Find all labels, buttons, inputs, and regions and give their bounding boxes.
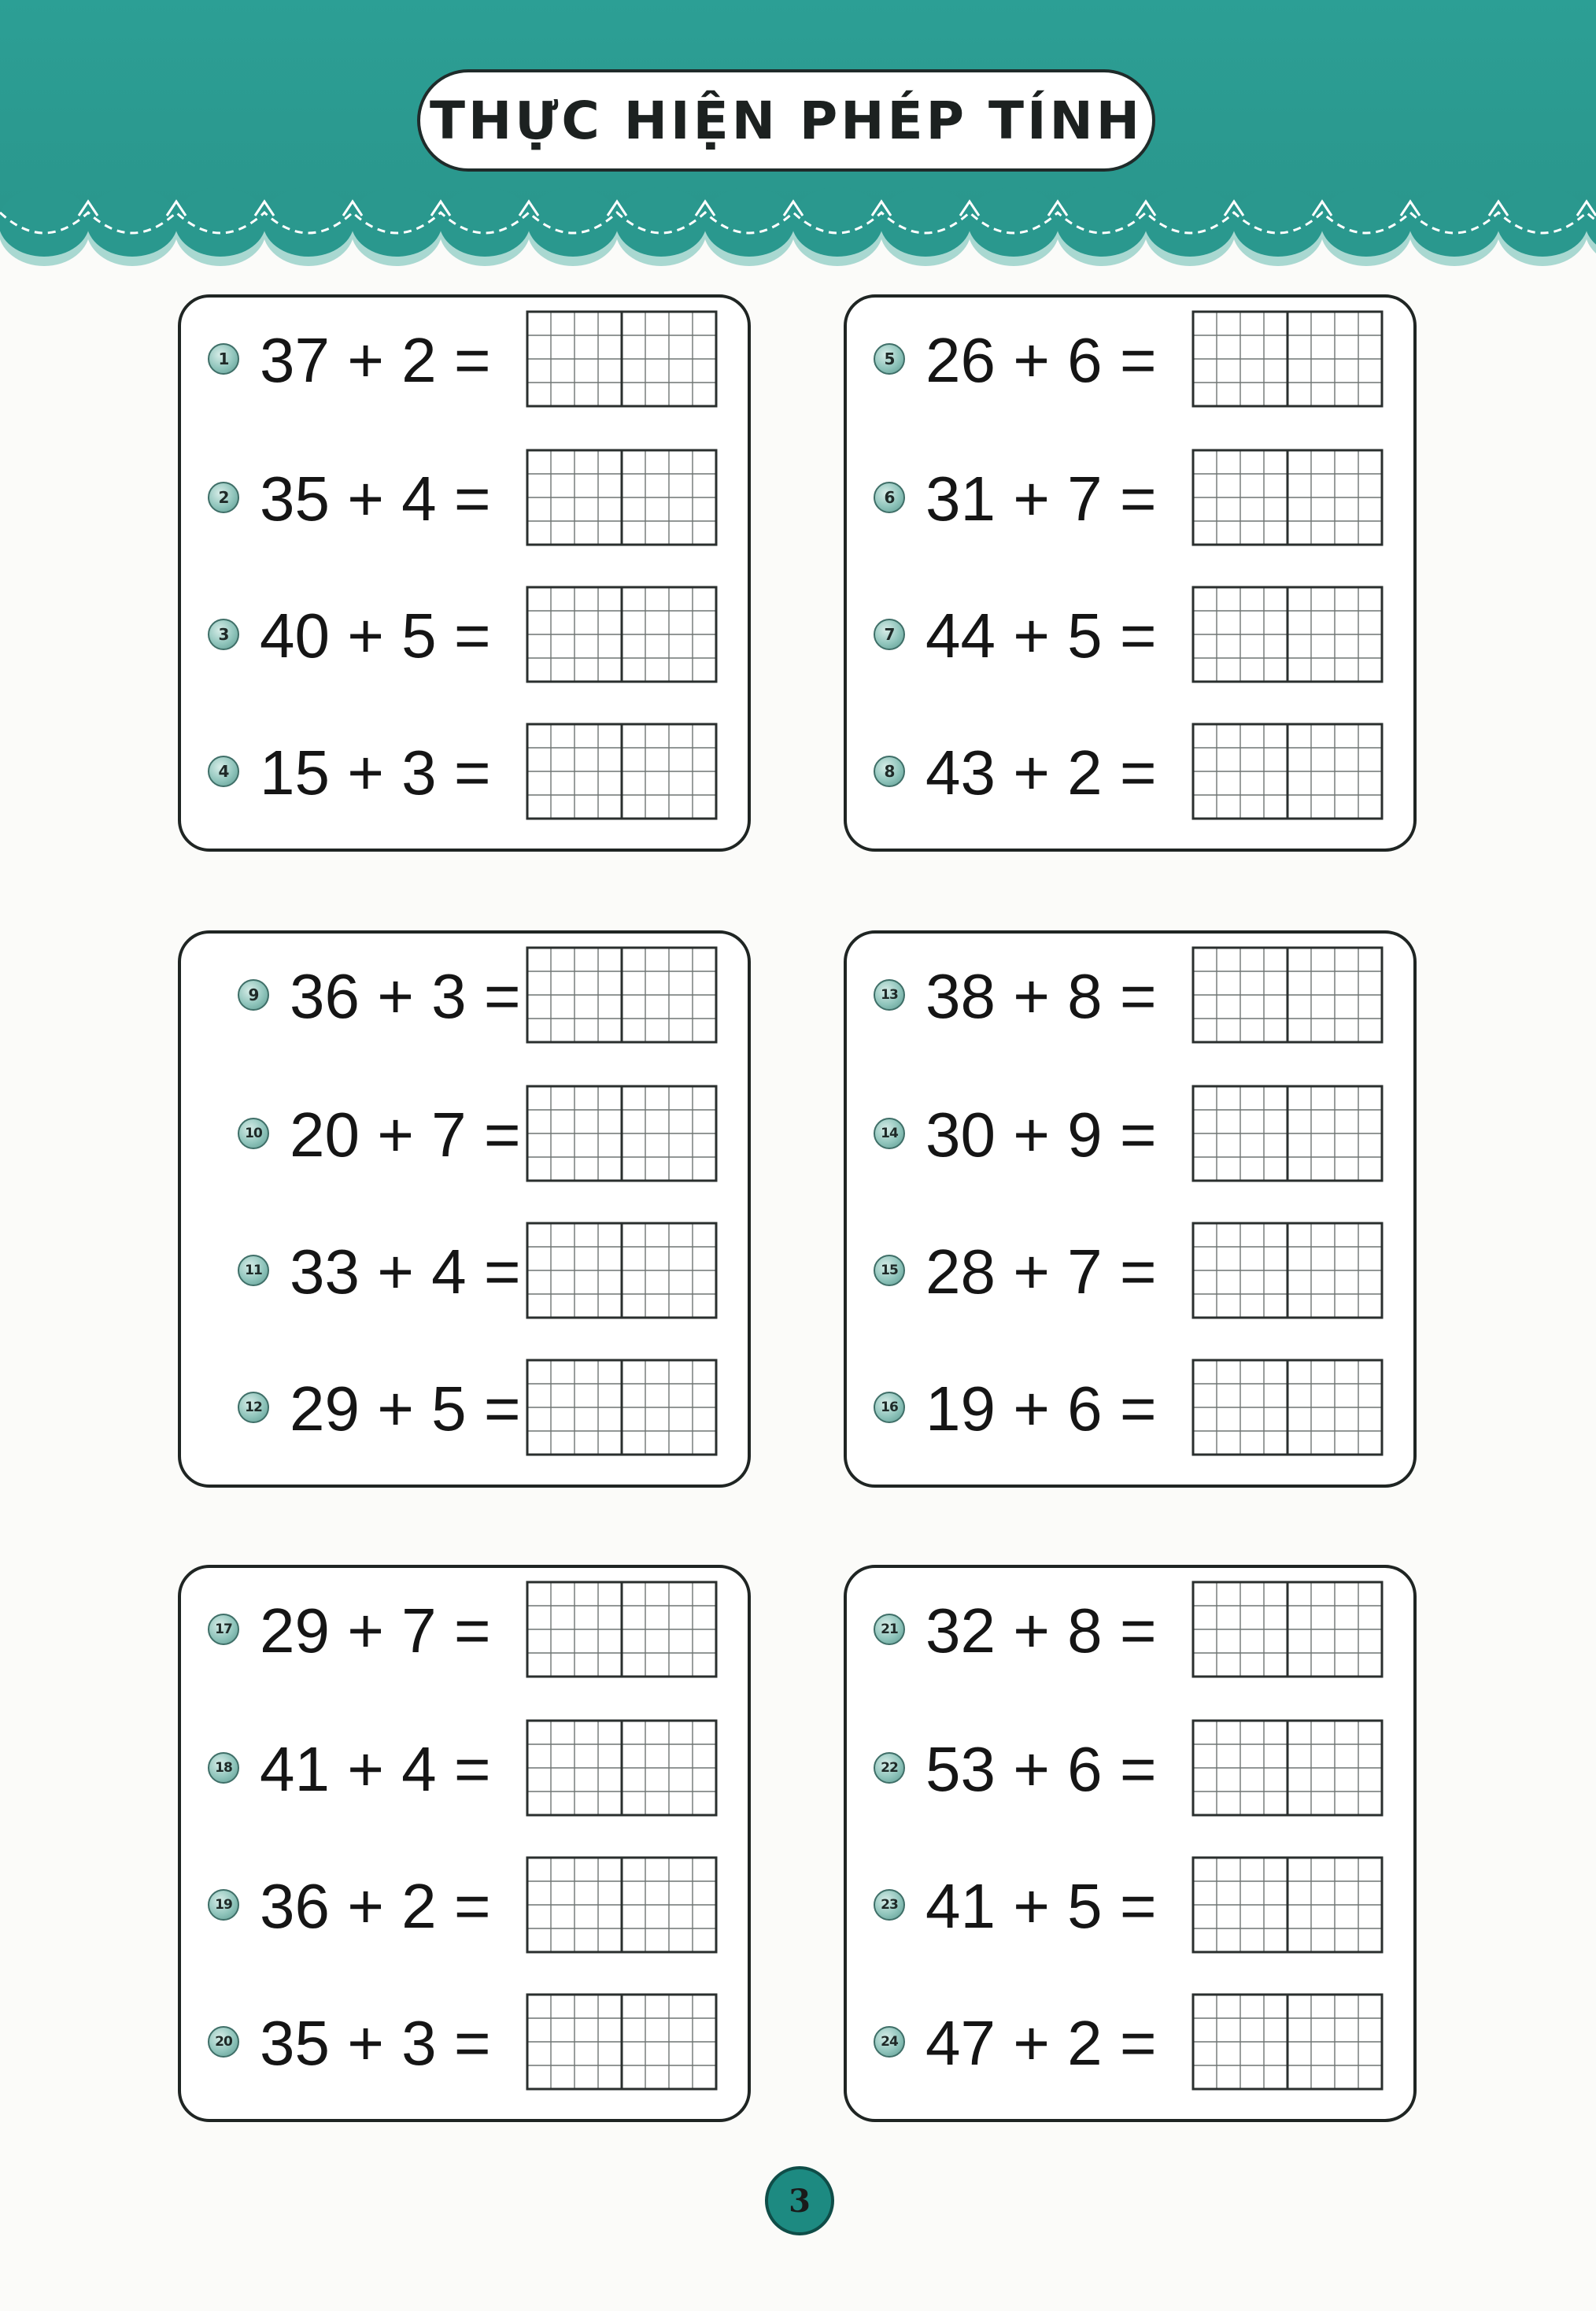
answer-grid[interactable] <box>1191 449 1384 546</box>
answer-grid[interactable] <box>526 310 718 408</box>
answer-grid[interactable] <box>526 723 718 820</box>
answer-grid[interactable] <box>1191 586 1384 683</box>
answer-grid[interactable] <box>1191 946 1384 1044</box>
problem-row <box>178 1581 751 1678</box>
problem-number-badge: 19 <box>208 1889 239 1921</box>
page-title: THỰC HIỆN PHÉP TÍNH <box>430 90 1143 151</box>
equation: 20 + 7 = <box>290 1100 521 1170</box>
problem-number-badge: 4 <box>208 756 239 787</box>
problem-row <box>844 1993 1417 2091</box>
equation: 28 + 7 = <box>925 1237 1157 1307</box>
answer-grid[interactable] <box>526 449 718 546</box>
answer-grid[interactable] <box>1191 310 1384 408</box>
problem-row <box>844 946 1417 1044</box>
problem-number-badge: 20 <box>208 2026 239 2058</box>
title-banner <box>417 69 1155 172</box>
problem-row <box>844 1581 1417 1678</box>
answer-grid[interactable] <box>526 946 718 1044</box>
equation: 31 + 7 = <box>925 464 1157 534</box>
problem-number-badge: 5 <box>874 343 905 375</box>
equation: 36 + 2 = <box>260 1871 491 1941</box>
equation: 35 + 4 = <box>260 464 491 534</box>
problem-row <box>844 1359 1417 1456</box>
problem-row <box>844 1085 1417 1182</box>
problem-number-badge: 23 <box>874 1889 905 1921</box>
answer-grid[interactable] <box>1191 723 1384 820</box>
answer-grid[interactable] <box>526 586 718 683</box>
equation: 35 + 3 = <box>260 2008 491 2078</box>
answer-grid[interactable] <box>526 1993 718 2091</box>
problem-number-badge: 3 <box>208 619 239 650</box>
answer-grid[interactable] <box>526 1359 718 1456</box>
problem-number-badge: 10 <box>238 1118 269 1149</box>
problem-row <box>178 1856 751 1954</box>
problem-number-badge: 21 <box>874 1614 905 1645</box>
problem-number-badge: 14 <box>874 1118 905 1149</box>
answer-grid[interactable] <box>526 1581 718 1678</box>
equation: 41 + 4 = <box>260 1734 491 1804</box>
answer-grid[interactable] <box>526 1085 718 1182</box>
problem-number-badge: 24 <box>874 2026 905 2058</box>
equation: 19 + 6 = <box>925 1374 1157 1444</box>
problem-row <box>178 449 751 546</box>
equation: 47 + 2 = <box>925 2008 1157 2078</box>
equation: 30 + 9 = <box>925 1100 1157 1170</box>
problem-row <box>178 723 751 820</box>
problem-row <box>178 586 751 683</box>
answer-grid[interactable] <box>1191 1581 1384 1678</box>
problem-number-badge: 11 <box>238 1255 269 1286</box>
equation: 15 + 3 = <box>260 738 491 808</box>
problem-number-badge: 6 <box>874 482 905 513</box>
page-number: 3 <box>789 2182 811 2220</box>
answer-grid[interactable] <box>526 1222 718 1319</box>
problem-number-badge: 13 <box>874 979 905 1011</box>
equation: 53 + 6 = <box>925 1734 1157 1804</box>
problem-row <box>178 946 751 1044</box>
equation: 41 + 5 = <box>925 1871 1157 1941</box>
problem-number-badge: 18 <box>208 1752 239 1784</box>
answer-grid[interactable] <box>1191 1856 1384 1954</box>
problem-row <box>844 1222 1417 1319</box>
equation: 37 + 2 = <box>260 325 491 395</box>
equation: 26 + 6 = <box>925 325 1157 395</box>
page-number-badge <box>765 2166 834 2235</box>
problem-number-badge: 7 <box>874 619 905 650</box>
problem-row <box>178 310 751 408</box>
answer-grid[interactable] <box>1191 1359 1384 1456</box>
problem-row <box>178 1993 751 2091</box>
problem-row <box>844 449 1417 546</box>
problem-row <box>178 1085 751 1182</box>
problem-number-badge: 12 <box>238 1392 269 1423</box>
equation: 40 + 5 = <box>260 601 491 671</box>
answer-grid[interactable] <box>1191 1719 1384 1817</box>
answer-grid[interactable] <box>526 1856 718 1954</box>
equation: 36 + 3 = <box>290 961 521 1031</box>
problem-number-badge: 1 <box>208 343 239 375</box>
answer-grid[interactable] <box>1191 1085 1384 1182</box>
problem-number-badge: 16 <box>874 1392 905 1423</box>
problem-number-badge: 8 <box>874 756 905 787</box>
problem-row <box>844 310 1417 408</box>
problem-row <box>844 1719 1417 1817</box>
problem-row <box>844 586 1417 683</box>
problem-row <box>178 1359 751 1456</box>
equation: 29 + 5 = <box>290 1374 521 1444</box>
problem-row <box>844 723 1417 820</box>
equation: 33 + 4 = <box>290 1237 521 1307</box>
problem-row <box>844 1856 1417 1954</box>
equation: 32 + 8 = <box>925 1596 1157 1666</box>
problem-number-badge: 22 <box>874 1752 905 1784</box>
equation: 38 + 8 = <box>925 961 1157 1031</box>
problem-number-badge: 2 <box>208 482 239 513</box>
equation: 29 + 7 = <box>260 1596 491 1666</box>
answer-grid[interactable] <box>1191 1222 1384 1319</box>
problem-row <box>178 1719 751 1817</box>
answer-grid[interactable] <box>1191 1993 1384 2091</box>
problem-number-badge: 9 <box>238 979 269 1011</box>
equation: 43 + 2 = <box>925 738 1157 808</box>
equation: 44 + 5 = <box>925 601 1157 671</box>
answer-grid[interactable] <box>526 1719 718 1817</box>
problem-number-badge: 15 <box>874 1255 905 1286</box>
problem-row <box>178 1222 751 1319</box>
problem-number-badge: 17 <box>208 1614 239 1645</box>
